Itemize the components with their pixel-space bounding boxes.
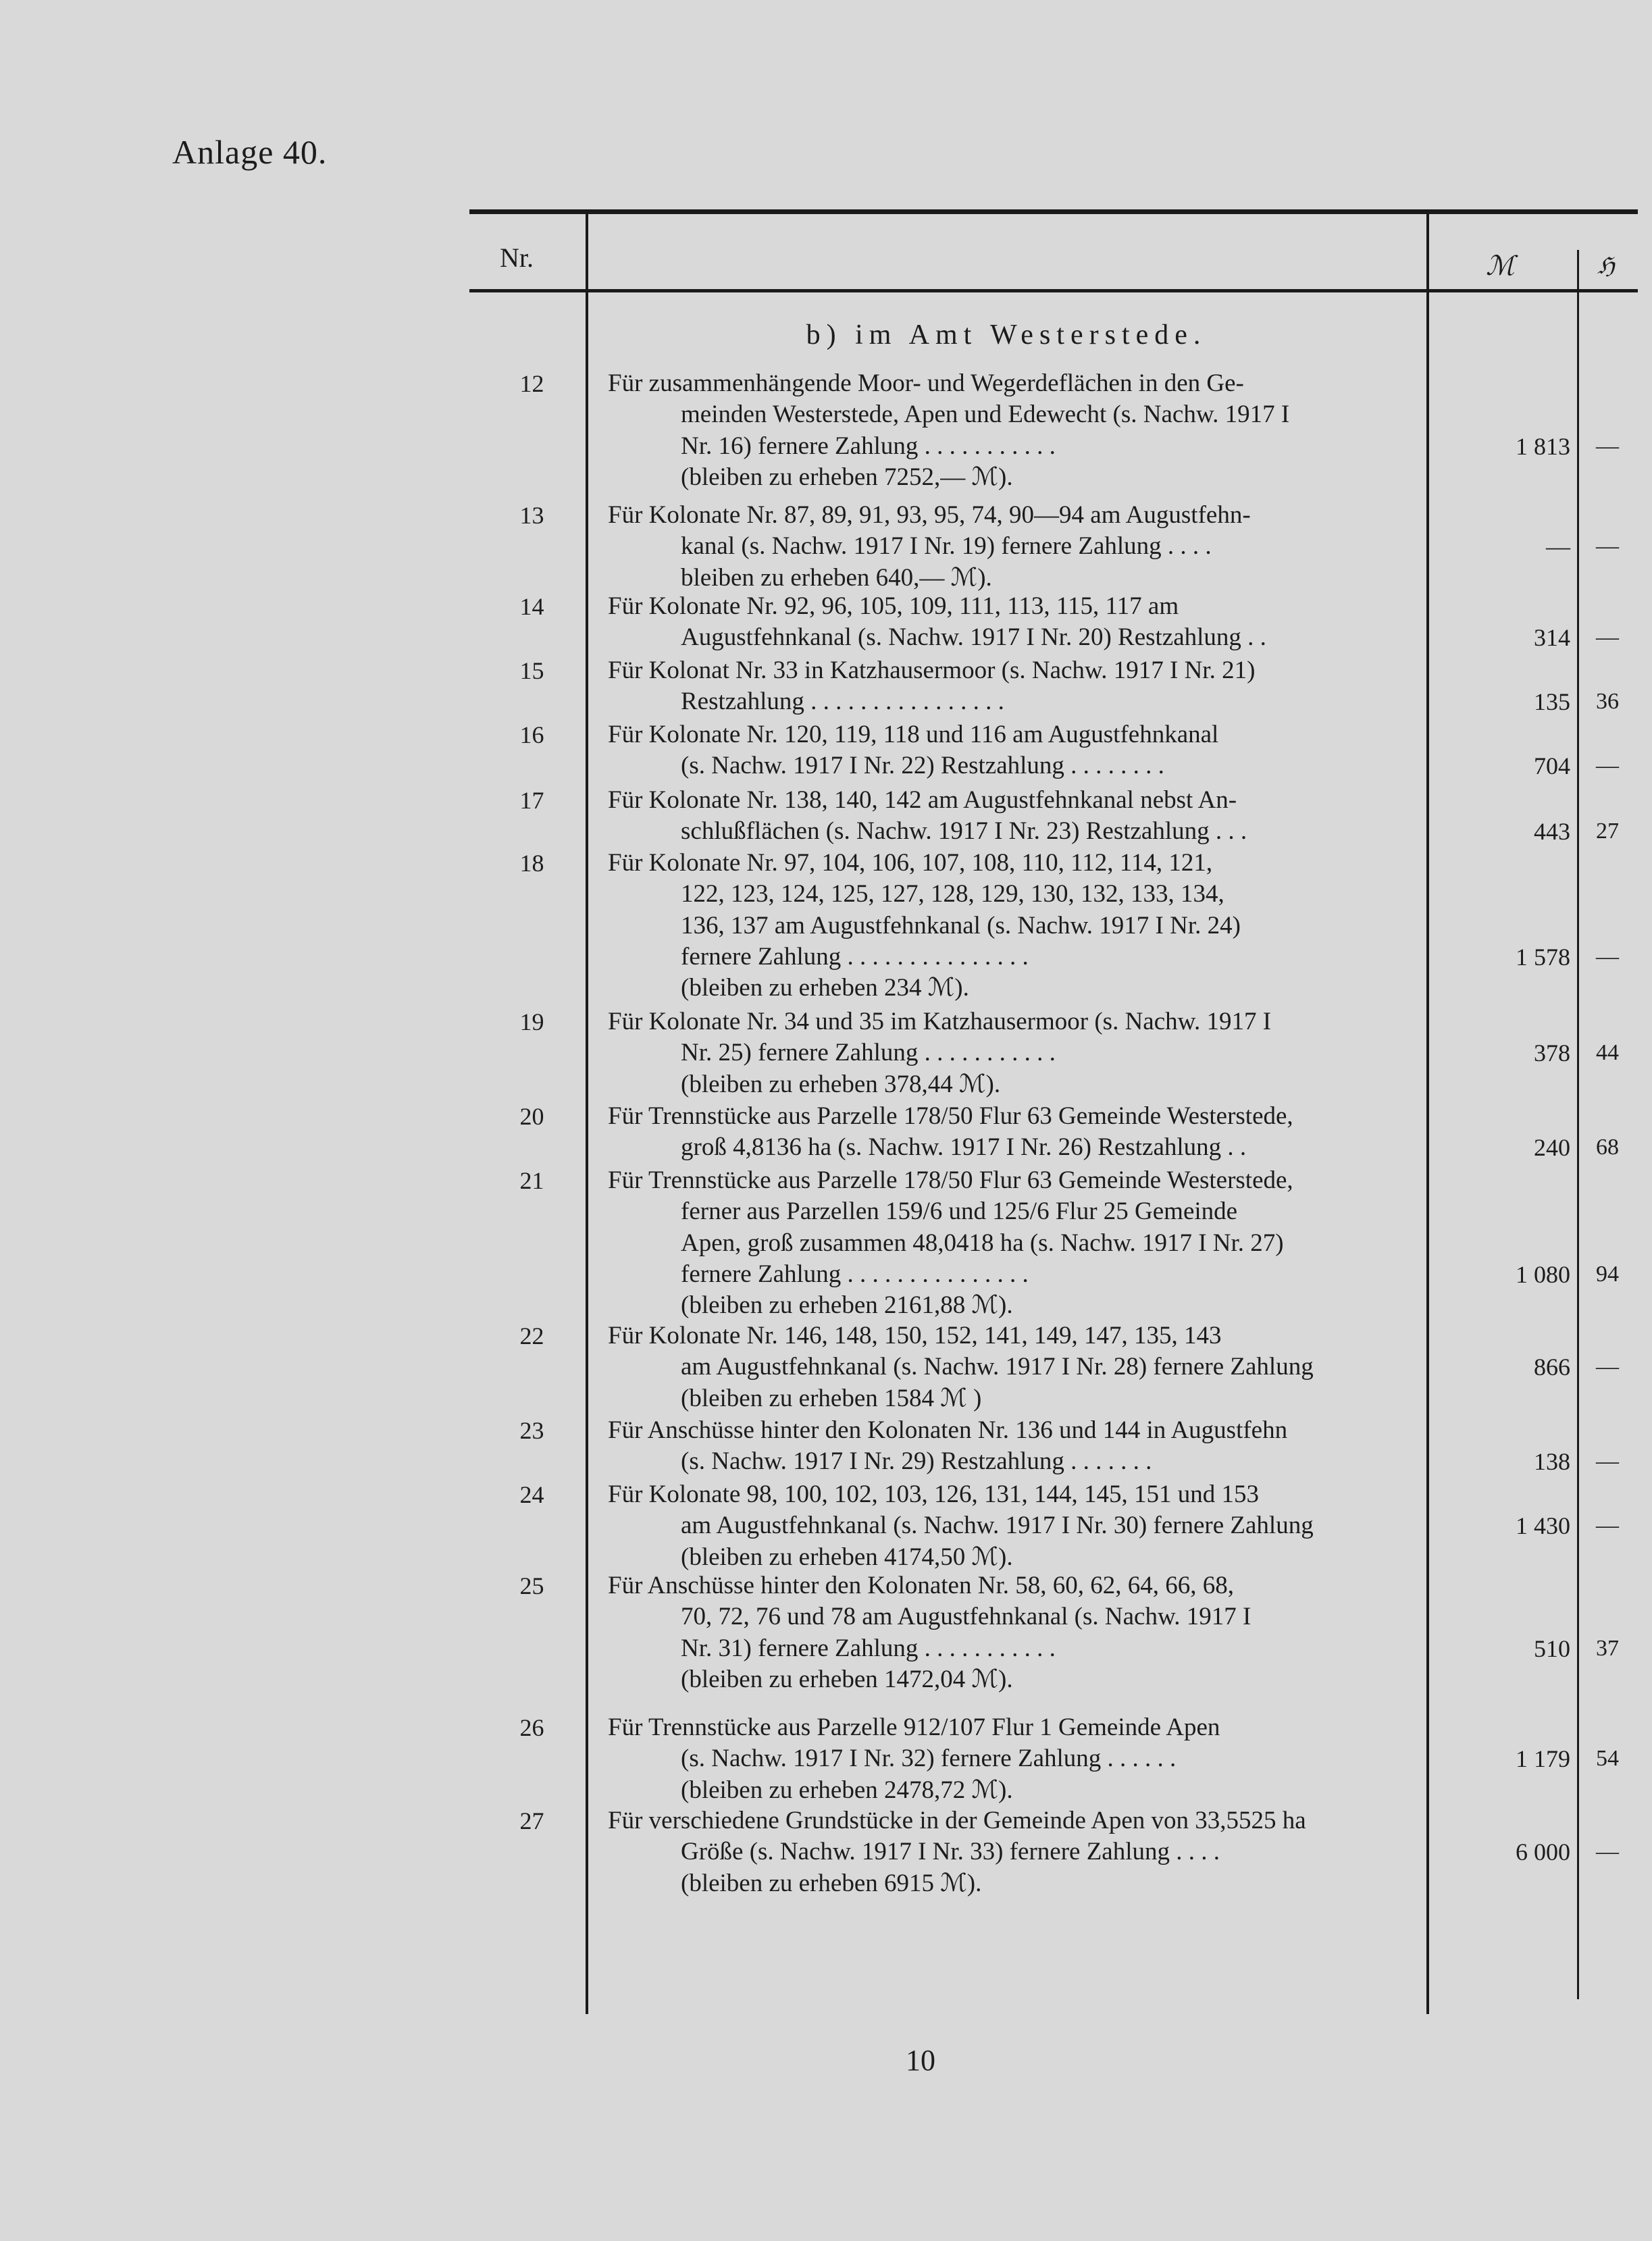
entry-line: bleiben zu erheben 640,— ℳ). <box>681 563 992 592</box>
entry-number: 13 <box>519 502 544 529</box>
entry-line: (s. Nachw. 1917 I Nr. 22) Restzahlung . . . . . . . . <box>681 752 1164 780</box>
amount-pfennig: 68 <box>1596 1135 1619 1160</box>
entry-line: groß 4,8136 ha (s. Nachw. 1917 I Nr. 26) Restzahlung . . <box>681 1133 1247 1162</box>
entry-number: 24 <box>519 1481 544 1508</box>
entry-line: (bleiben zu erheben 4174,50 ℳ). <box>681 1543 1013 1571</box>
entry-number: 19 <box>519 1008 544 1035</box>
header-mark: ℳ <box>1486 251 1515 281</box>
amount-pfennig: — <box>1596 1513 1619 1539</box>
entry-line: Augustfehnkanal (s. Nachw. 1917 I Nr. 20) Restzahlung . . <box>681 623 1266 652</box>
entry-line: (s. Nachw. 1917 I Nr. 32) fernere Zahlung . . . . . . <box>681 1745 1177 1773</box>
entry-line: Größe (s. Nachw. 1917 I Nr. 33) fernere Zahlung . . . . <box>681 1838 1220 1866</box>
entry-line: Für Kolonate Nr. 120, 119, 118 und 116 am Augustfehnkanal <box>608 721 1219 748</box>
amount-mark: 443 <box>1534 818 1570 846</box>
entry-line: (bleiben zu erheben 1472,04 ℳ). <box>681 1665 1013 1693</box>
entry-text <box>608 1805 1418 1899</box>
entry-line: Für Trennstücke aus Parzelle 178/50 Flur 63 Gemeinde Westerstede, <box>608 1166 1293 1194</box>
entry-text <box>608 1712 1418 1806</box>
header-pf: ℌ <box>1597 254 1615 279</box>
entry-line: 136, 137 am Augustfehnkanal (s. Nachw. 1917 I Nr. 24) <box>681 911 1241 939</box>
entry-line: 122, 123, 124, 125, 127, 128, 129, 130, 132, 133, 134, <box>681 880 1224 908</box>
entry-line: 70, 72, 76 und 78 am Augustfehnkanal (s. Nachw. 1917 I <box>681 1603 1251 1631</box>
entry-line: Für Kolonate 98, 100, 102, 103, 126, 131, 144, 145, 151 und 153 <box>608 1480 1260 1508</box>
entry-line: Für Kolonate Nr. 92, 96, 105, 109, 111, 113, 115, 117 am <box>608 592 1179 620</box>
entry-text <box>608 1570 1418 1695</box>
entry-line: (bleiben zu erheben 1584 ℳ ) <box>681 1384 982 1412</box>
entry-number: 21 <box>519 1167 544 1194</box>
amount-pfennig: — <box>1596 625 1619 650</box>
entry-text <box>608 591 1418 654</box>
entry-line: (bleiben zu erheben 2478,72 ℳ). <box>681 1776 1013 1804</box>
entry-number: 22 <box>519 1322 544 1349</box>
amount-pfennig: — <box>1596 433 1619 459</box>
pf-column-divider <box>1577 250 1579 1999</box>
entry-line: Für Kolonate Nr. 87, 89, 91, 93, 95, 74, 90—94 am Augustfehn- <box>608 501 1251 529</box>
entry-line: Für Anschüsse hinter den Kolonaten Nr. 136 und 144 in Augustfehn <box>608 1416 1288 1444</box>
amount-pfennig: — <box>1596 1354 1619 1380</box>
amount-pfennig: 36 <box>1596 689 1619 715</box>
amount-pfennig: 54 <box>1596 1746 1619 1772</box>
entry-line: (bleiben zu erheben 6915 ℳ). <box>681 1869 982 1897</box>
entry-line: schlußflächen (s. Nachw. 1917 I Nr. 23) Restzahlung . . . <box>681 817 1247 846</box>
amount-mark: 704 <box>1534 752 1570 780</box>
entry-number: 26 <box>519 1714 544 1741</box>
entry-line: am Augustfehnkanal (s. Nachw. 1917 I Nr. 28) fernere Zahlung <box>681 1353 1314 1381</box>
amount-pfennig: 94 <box>1596 1261 1619 1287</box>
amount-mark: 1 430 <box>1516 1512 1570 1540</box>
table-header-rule <box>469 289 1638 292</box>
entry-line: ferner aus Parzellen 159/6 und 125/6 Flur 25 Gemeinde <box>681 1197 1238 1226</box>
entry-text <box>608 1479 1418 1573</box>
entry-line: Apen, groß zusammen 48,0418 ha (s. Nachw. 1917 I Nr. 27) <box>681 1229 1284 1257</box>
appendix-label: Anlage 40. <box>172 133 328 171</box>
entry-line: fernere Zahlung . . . . . . . . . . . . . . . <box>681 1260 1029 1288</box>
amount-mark: 1 080 <box>1516 1260 1570 1288</box>
entry-line: (bleiben zu erheben 378,44 ℳ). <box>681 1070 1001 1098</box>
entry-line: am Augustfehnkanal (s. Nachw. 1917 I Nr. 30) fernere Zahlung <box>681 1512 1314 1540</box>
entry-line: Für zusammenhängende Moor- und Wegerdeflächen in den Ge- <box>608 369 1244 397</box>
entry-line: Nr. 31) fernere Zahlung . . . . . . . . . . . <box>681 1634 1056 1662</box>
header-nr: Nr. <box>500 242 534 273</box>
entry-number: 16 <box>519 721 544 748</box>
entry-line: fernere Zahlung . . . . . . . . . . . . . . . <box>681 942 1029 971</box>
entry-line: (s. Nachw. 1917 I Nr. 29) Restzahlung . . . . . . . <box>681 1447 1152 1476</box>
entry-line: (bleiben zu erheben 234 ℳ). <box>681 974 969 1002</box>
entry-text <box>608 1415 1418 1478</box>
entry-line: Für verschiedene Grundstücke in der Gemeinde Apen von 33,5525 ha <box>608 1807 1306 1834</box>
entry-line: Für Kolonate Nr. 146, 148, 150, 152, 141, 149, 147, 135, 143 <box>608 1322 1222 1349</box>
amount-pfennig: 37 <box>1596 1635 1619 1661</box>
entry-line: meinden Westerstede, Apen und Edewecht (s. Nachw. 1917 I <box>681 401 1290 429</box>
entry-line: kanal (s. Nachw. 1917 I Nr. 19) fernere Zahlung . . . . <box>681 532 1212 561</box>
amount-mark: 314 <box>1534 624 1570 652</box>
entry-text <box>608 1320 1418 1414</box>
amount-mark: 866 <box>1534 1354 1570 1381</box>
entry-line: (bleiben zu erheben 7252,— ℳ). <box>681 463 1013 491</box>
amount-pfennig: — <box>1596 1449 1619 1474</box>
entry-text <box>608 1165 1418 1321</box>
amount-pfennig: — <box>1596 944 1619 969</box>
entry-text <box>608 848 1418 1004</box>
entry-number: 25 <box>519 1572 544 1599</box>
entry-line: Nr. 16) fernere Zahlung . . . . . . . . . . . <box>681 432 1056 460</box>
entry-text <box>608 368 1418 493</box>
amount-mark: 6 000 <box>1516 1838 1570 1866</box>
entry-line: Für Trennstücke aus Parzelle 912/107 Flur 1 Gemeinde Apen <box>608 1714 1220 1741</box>
entry-number: 14 <box>519 593 544 620</box>
table-top-rule <box>469 209 1638 214</box>
amount-mark: 240 <box>1534 1134 1570 1162</box>
entry-line: Für Kolonate Nr. 34 und 35 im Katzhausermoor (s. Nachw. 1917 I <box>608 1008 1272 1035</box>
entry-line: Restzahlung . . . . . . . . . . . . . . . . <box>681 688 1004 716</box>
entry-number: 23 <box>519 1417 544 1444</box>
entry-line: Nr. 25) fernere Zahlung . . . . . . . . . . . <box>681 1039 1056 1067</box>
page-number: 10 <box>906 2044 935 2077</box>
entry-number: 17 <box>519 787 544 814</box>
amount-mark: 135 <box>1534 688 1570 716</box>
amount-pfennig: 44 <box>1596 1040 1619 1066</box>
entry-number: 27 <box>519 1807 544 1834</box>
entry-number: 15 <box>519 657 544 684</box>
entry-text <box>608 1006 1418 1100</box>
entry-text <box>608 719 1418 782</box>
amount-pfennig: — <box>1596 534 1619 559</box>
amount-mark: 1 179 <box>1516 1745 1570 1773</box>
entry-text <box>608 655 1418 718</box>
entry-line: (bleiben zu erheben 2161,88 ℳ). <box>681 1291 1013 1320</box>
entry-line: Für Kolonate Nr. 97, 104, 106, 107, 108, 110, 112, 114, 121, <box>608 849 1213 877</box>
entry-line: Für Kolonat Nr. 33 in Katzhausermoor (s. Nachw. 1917 I Nr. 21) <box>608 656 1256 684</box>
entry-line: Für Anschüsse hinter den Kolonaten Nr. 58, 60, 62, 64, 66, 68, <box>608 1572 1234 1599</box>
amount-pfennig: — <box>1596 1839 1619 1865</box>
amount-pfennig: — <box>1596 753 1619 779</box>
amount-mark: 378 <box>1534 1039 1570 1067</box>
amount-mark: — <box>1546 533 1570 561</box>
entry-number: 18 <box>519 850 544 877</box>
entry-number: 20 <box>519 1103 544 1130</box>
amount-mark: 1 813 <box>1516 432 1570 460</box>
amount-mark: 510 <box>1534 1634 1570 1662</box>
section-title: b) im Amt Westerstede. <box>806 319 1207 351</box>
amount-mark: 138 <box>1534 1448 1570 1476</box>
entry-line: Für Trennstücke aus Parzelle 178/50 Flur 63 Gemeinde Westerstede, <box>608 1102 1293 1130</box>
amount-mark: 1 578 <box>1516 943 1570 971</box>
amount-pfennig: 27 <box>1596 819 1619 844</box>
entry-text <box>608 500 1418 594</box>
entry-number: 12 <box>519 370 544 397</box>
entry-line: Für Kolonate Nr. 138, 140, 142 am Augustfehnkanal nebst An- <box>608 786 1237 814</box>
entry-text <box>608 785 1418 848</box>
entry-text <box>608 1101 1418 1164</box>
